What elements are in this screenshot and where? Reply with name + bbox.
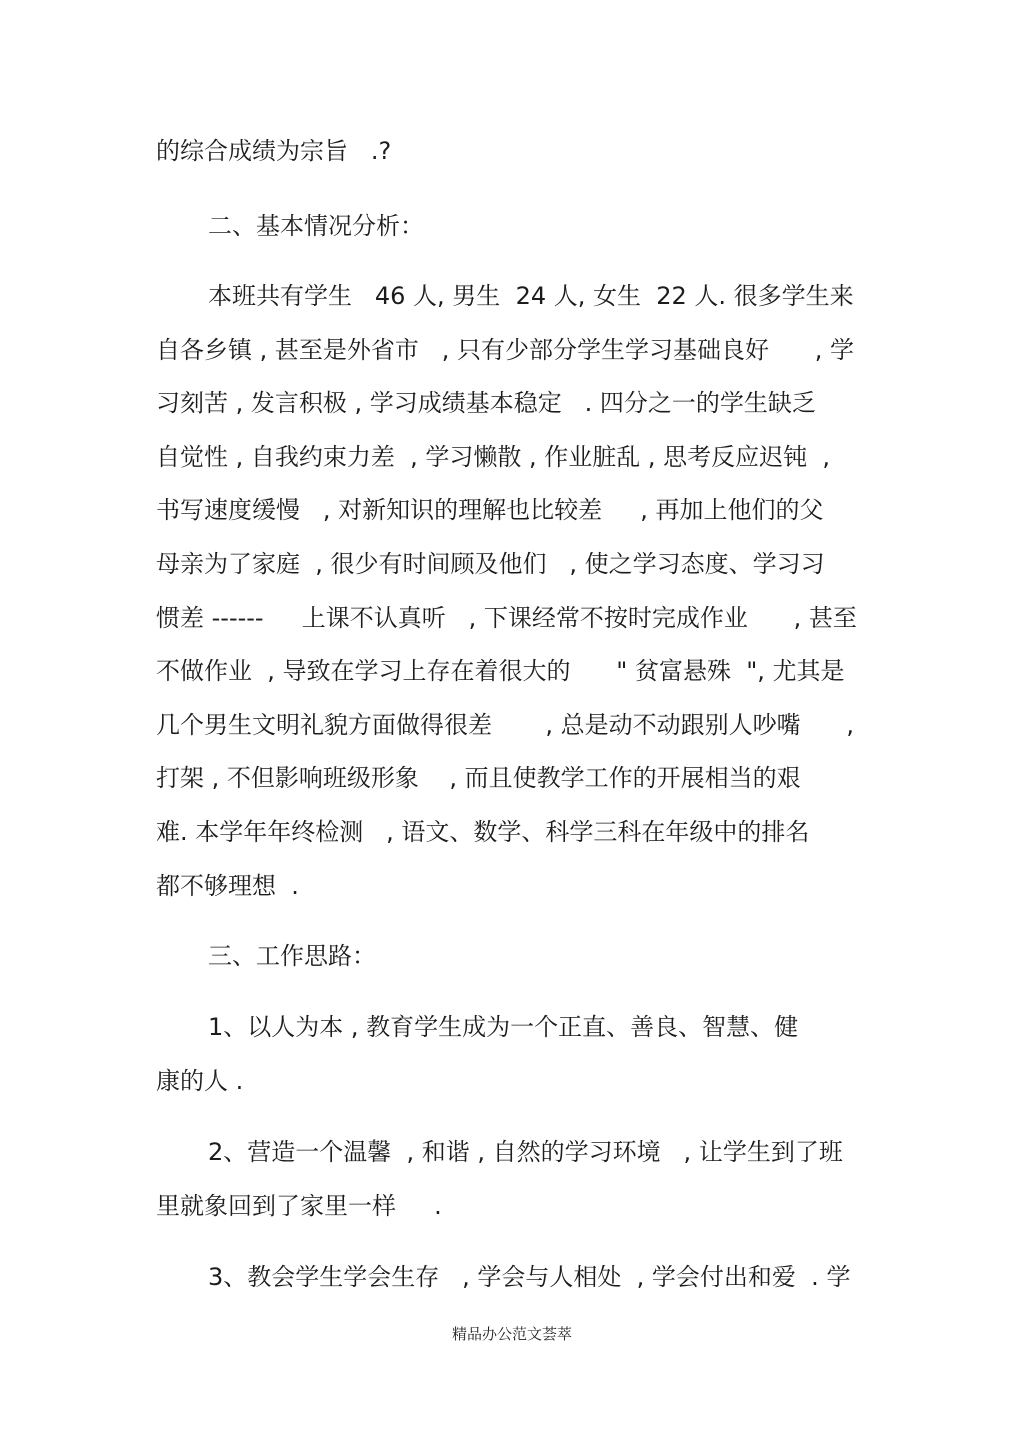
section-heading: 二、基本情况分析： <box>208 212 424 240</box>
paragraph-line: 都不够理想 . <box>156 872 299 900</box>
paragraph-line: 打架 , 不但影响班级形象 , 而且使教学工作的开展相当的艰 <box>156 764 801 792</box>
list-item-line: 康的人 . <box>156 1067 244 1095</box>
paragraph-line: 本班共有学生 46 人, 男生 24 人, 女生 22 人. 很多学生来 <box>208 282 854 310</box>
paragraph-line: 自觉性 , 自我约束力差 , 学习懒散 , 作业脏乱 , 思考反应迟钝 , <box>156 443 831 471</box>
list-item-line: 1、以人为本 , 教育学生成为一个正直、善良、智慧、健 <box>208 1013 799 1041</box>
paragraph-line: 习刻苦 , 发言积极 , 学习成绩基本稳定 . 四分之一的学生缺乏 <box>156 389 816 417</box>
paragraph-line: 自各乡镇 , 甚至是外省市 , 只有少部分学生学习基础良好 , 学 <box>156 336 855 364</box>
paragraph-line: 几个男生文明礼貌方面做得很差 , 总是动不动跟别人吵嘴 , <box>156 711 855 739</box>
list-item-line: 3、教会学生学会生存 , 学会与人相处 , 学会付出和爱 . 学 <box>208 1263 851 1291</box>
list-item-line: 里就象回到了家里一样 . <box>156 1192 442 1220</box>
paragraph-line: 母亲为了家庭 , 很少有时间顾及他们 , 使之学习态度、学习习 <box>156 550 825 578</box>
list-item-line: 2、营造一个温馨 , 和谐 , 自然的学习环境 , 让学生到了班 <box>208 1138 843 1166</box>
section-heading: 三、工作思路： <box>208 942 376 970</box>
page-footer: 精品办公范文荟萃 <box>451 1325 572 1343</box>
paragraph-line: 不做作业 , 导致在学习上存在着很大的 " 贫富悬殊 ", 尤其是 <box>156 657 845 685</box>
paragraph-line: 书写速度缓慢 , 对新知识的理解也比较差 , 再加上他们的父 <box>156 496 824 524</box>
paragraph-line: 的综合成绩为宗旨 .? <box>156 137 392 165</box>
paragraph-line: 难. 本学年年终检测 , 语文、数学、科学三科在年级中的排名 <box>156 818 810 846</box>
paragraph-line: 惯差 ------ 上课不认真听 , 下课经常不按时完成作业 , 甚至 <box>156 604 857 632</box>
